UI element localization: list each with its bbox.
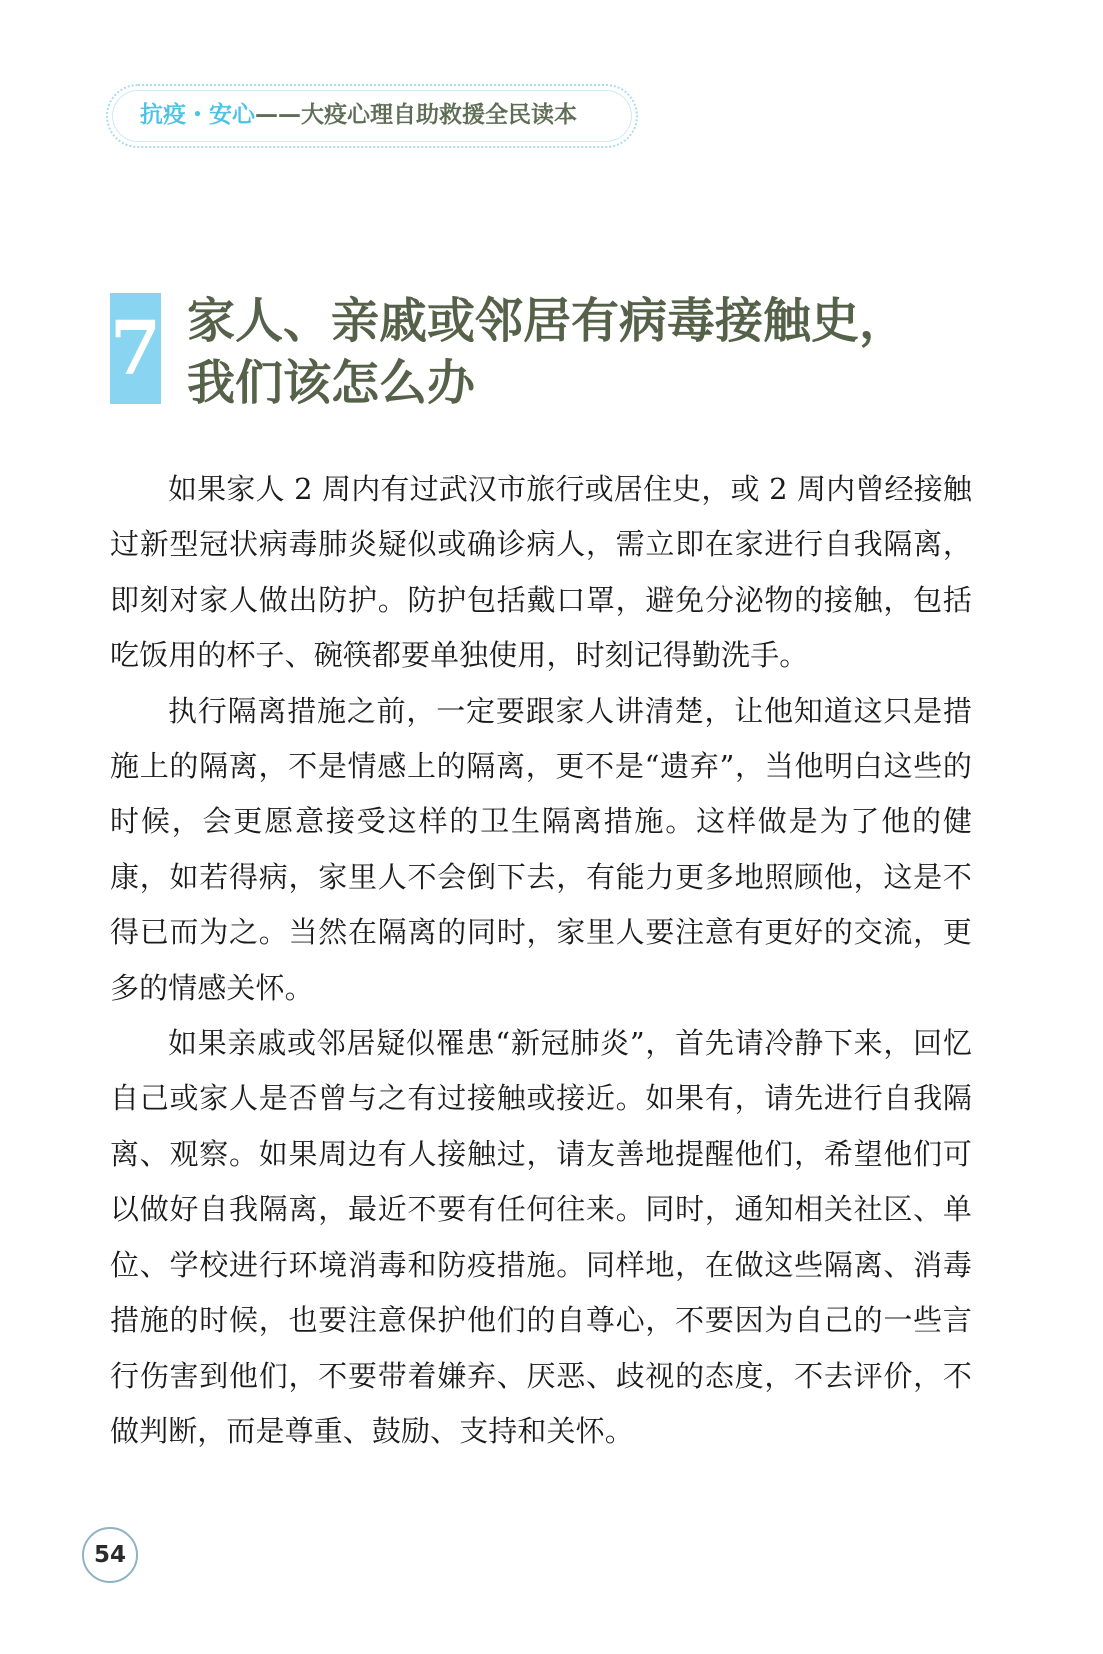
paragraph-3: 如果亲戚或邻居疑似罹患“新冠肺炎”，首先请冷静下来，回忆自己或家人是否曾与之有过接触或接近。如果有，请先进行自我隔离、观察。如果周边有人接触过，请友善地提醒他们，希望他们可以做好自我隔离，最近不要有任何往来。同时，通知相关社区、单位、学校进行环境消毒和防疫措施。同样地，在做这些隔离、消毒措施的时候，也要注意保护他们的自尊心，不要因为自己的一些言行伤害到他们，不要带着嫌弃、厌恶、歧视的态度，不去评价，不做判断，而是尊重、鼓励、支持和关怀。: [110, 1026, 972, 1448]
running-header-text: [140, 100, 577, 130]
body-text: [110, 462, 972, 1459]
page-number: 54: [82, 1527, 138, 1583]
chapter-title-line-1: 家人、亲戚或邻居有病毒接触史，: [187, 293, 908, 349]
header-book-title: ——大疫心理自助救援全民读本: [255, 102, 577, 128]
chapter-number-badge: [110, 293, 161, 404]
paragraph-2: 执行隔离措施之前，一定要跟家人讲清楚，让他知道这只是措施上的隔离，不是情感上的隔离，更不是“遗弃”，当他明白这些的时候，会更愿意接受这样的卫生隔离措施。这样做是为了他的健康，如若得病，家里人不会倒下去，有能力更多地照顾他，这是不得已而为之。当然在隔离的同时，家里人要注意有更好的交流，更多的情感关怀。: [110, 693, 972, 1005]
chapter-title: [187, 290, 987, 414]
header-series-title: 抗疫・安心: [140, 102, 255, 128]
running-header-banner: [106, 84, 638, 148]
chapter-number: 7: [109, 305, 162, 392]
paragraph-1: 如果家人 2 周内有过武汉市旅行或居住史，或 2 周内曾经接触过新型冠状病毒肺炎疑似或确诊病人，需立即在家进行自我隔离，即刻对家人做出防护。防护包括戴口罩，避免分泌物的接触，包括吃饭用的杯子、碗筷都要单独使用，时刻记得勤洗手。: [110, 472, 972, 673]
chapter-title-line-2: 我们该怎么办: [187, 355, 476, 411]
